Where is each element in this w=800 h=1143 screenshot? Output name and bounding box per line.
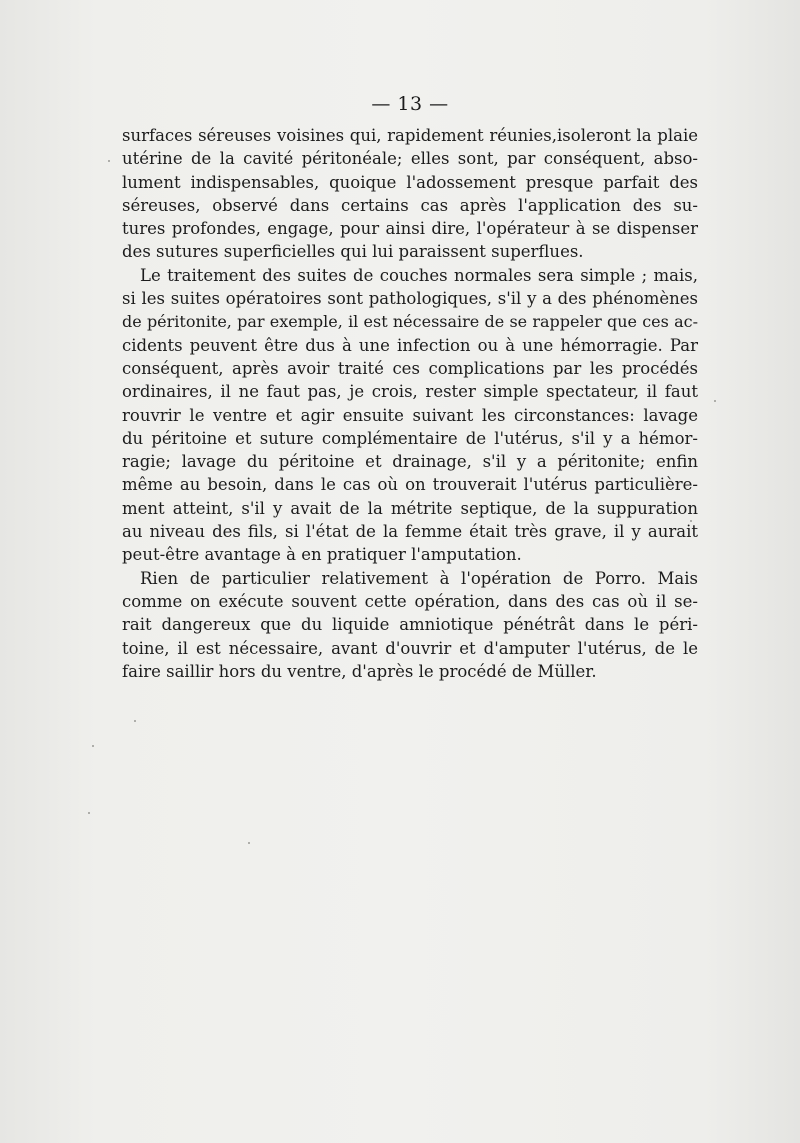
text-line: si les suites opératoires sont pathologiques, s'il y a des phénomènes <box>122 289 698 309</box>
page-text <box>122 90 698 683</box>
paper-speck <box>690 520 692 522</box>
text-line: conséquent, après avoir traité ces complications par les procédés <box>122 358 698 378</box>
text-line: lument indispensables, quoique l'adossement presque parfait des <box>122 172 698 192</box>
text-line: ordinaires, il ne faut pas, je crois, rester simple spectateur, il faut <box>122 382 698 402</box>
text-line: Le traitement des suites de couches normales sera simple ; mais, <box>140 265 698 285</box>
page-number: — 13 — <box>371 93 449 115</box>
text-line: peut-être avantage à en pratiquer l'amputation. <box>122 545 522 565</box>
paper-speck <box>88 812 90 814</box>
paragraph-3 <box>122 567 698 683</box>
text-line: des sutures superficielles qui lui paraissent superflues. <box>122 242 584 262</box>
text-line: cidents peuvent être dus à une infection ou à une hémorragie. Par <box>122 335 698 355</box>
text-line: Rien de particulier relativement à l'opération de Porro. Mais <box>140 568 698 588</box>
text-line: au niveau des fils, si l'état de la femme était très grave, il y aurait <box>122 522 698 542</box>
paper-speck <box>108 160 110 162</box>
text-line: du péritoine et suture complémentaire de l'utérus, s'il y a hémor- <box>122 428 698 448</box>
text-line: faire saillir hors du ventre, d'après le procédé de Müller. <box>122 661 597 681</box>
paragraph-2 <box>122 264 698 567</box>
text-line: de péritonite, par exemple, il est nécessaire de se rappeler que ces ac- <box>122 312 698 332</box>
text-line: rouvrir le ventre et agir ensuite suivant les circonstances: lavage <box>122 405 698 425</box>
text-line: ment atteint, s'il y avait de la métrite septique, de la suppuration <box>122 498 698 518</box>
text-line: utérine de la cavité péritonéale; elles sont, par conséquent, abso- <box>122 149 698 169</box>
paper-speck <box>134 720 136 722</box>
paper-speck <box>92 745 94 747</box>
text-line: séreuses, observé dans certains cas après l'application des su- <box>122 195 698 215</box>
text-line: toine, il est nécessaire, avant d'ouvrir et d'amputer l'utérus, de le <box>122 638 698 658</box>
text-line: tures profondes, engage, pour ainsi dire, l'opérateur à se dispenser <box>122 219 698 239</box>
text-line: même au besoin, dans le cas où on trouverait l'utérus particulière- <box>122 475 698 495</box>
paragraph-1 <box>122 124 698 264</box>
text-line: ragie; lavage du péritoine et drainage, s'il y a péritonite; enfin <box>122 452 698 472</box>
text-line: comme on exécute souvent cette opération, dans des cas où il se- <box>122 591 698 611</box>
text-line: surfaces séreuses voisines qui, rapidement réunies,isoleront la plaie <box>122 126 698 145</box>
paper-speck <box>714 400 716 402</box>
text-line: rait dangereux que du liquide amniotique pénétrât dans le péri- <box>122 615 698 635</box>
paper-speck <box>248 842 250 844</box>
